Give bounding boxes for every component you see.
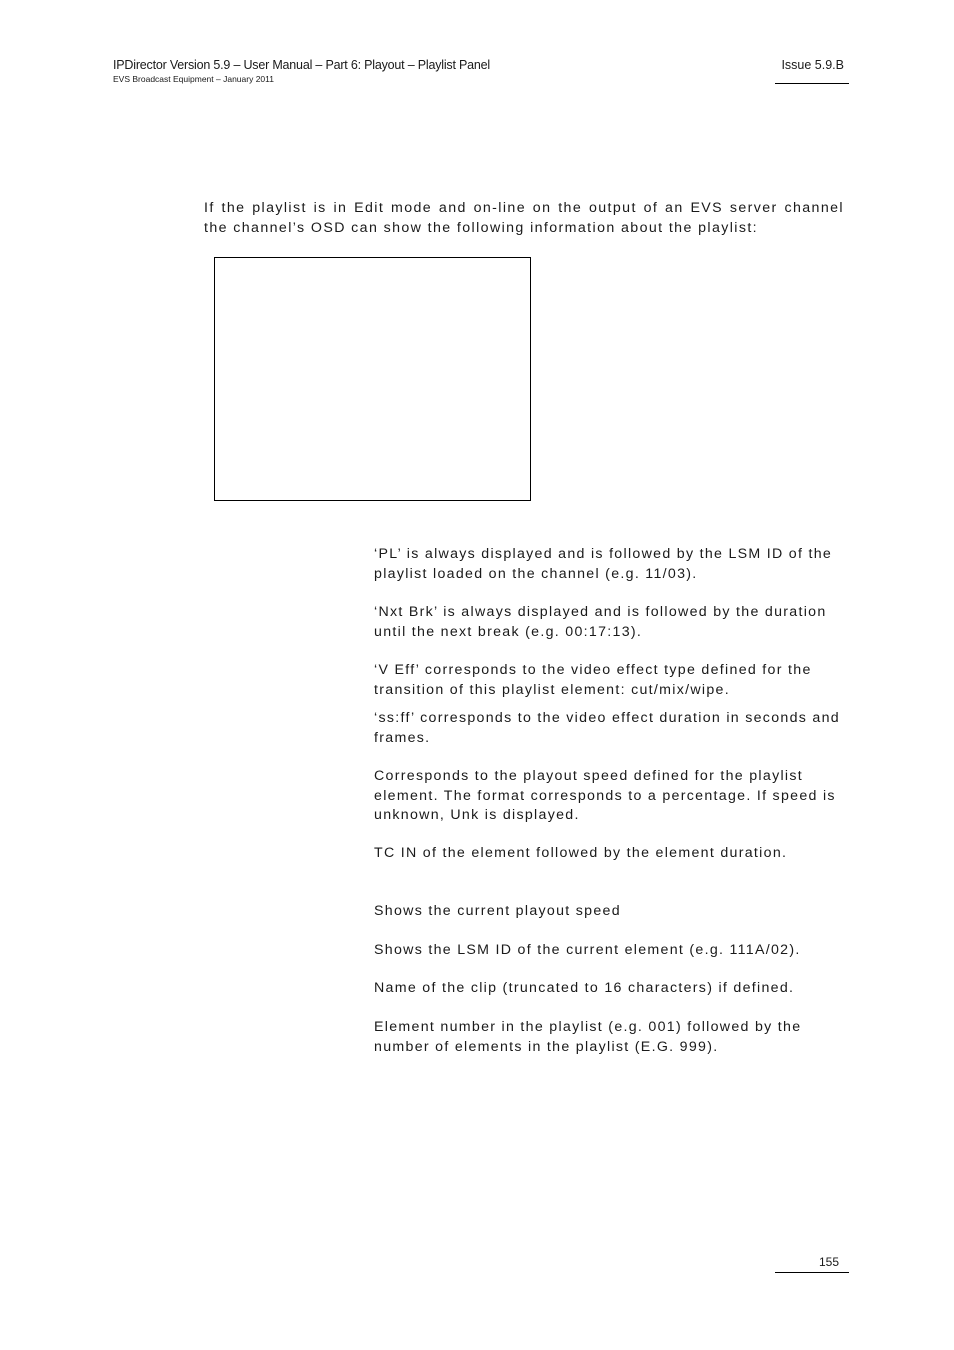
desc-clip-name: Name of the clip (truncated to 16 characters) if defined. (374, 980, 795, 996)
desc-element-number: Element number in the playlist (e.g. 001) followed by the number of elements in the playlist (E.G. 999). (374, 1019, 802, 1055)
desc-video-effect: ‘V Eff’ corresponds to the video effect type defined for the transition of this playlist element: cut/mix/wipe. (374, 662, 812, 698)
desc-next-break: ‘Nxt Brk’ is always displayed and is followed by the duration until the next break (e.g. 00:17:13). (374, 604, 827, 640)
osd-screenshot-frame (214, 257, 531, 501)
intro-paragraph: If the playlist is in Edit mode and on-line on the output of an EVS server channel the channel’s OSD can show the following information about the playlist: (204, 200, 844, 236)
desc-current-speed: Shows the current playout speed (374, 903, 621, 919)
header-issue: Issue 5.9.B (781, 58, 844, 72)
page-number: 155 (818, 1255, 839, 1269)
desc-effect-duration: ‘ss:ff’ corresponds to the video effect duration in seconds and frames. (374, 710, 840, 746)
desc-lsm-id: Shows the LSM ID of the current element (e.g. 111A/02). (374, 942, 801, 958)
desc-tc-in: TC IN of the element followed by the element duration. (374, 845, 788, 861)
footer-rule (775, 1272, 849, 1273)
desc-pl: ‘PL’ is always displayed and is followed by the LSM ID of the playlist loaded on the channel (e.g. 11/03). (374, 546, 833, 582)
header-subtitle: EVS Broadcast Equipment – January 2011 (113, 74, 274, 84)
header-rule (775, 83, 849, 84)
header-title: IPDirector Version 5.9 – User Manual – Part 6: Playout – Playlist Panel (113, 58, 490, 72)
desc-playout-speed: Corresponds to the playout speed defined for the playlist element. The format corresponds to a percentage. If speed is unknown, Unk is displayed. (374, 768, 836, 823)
